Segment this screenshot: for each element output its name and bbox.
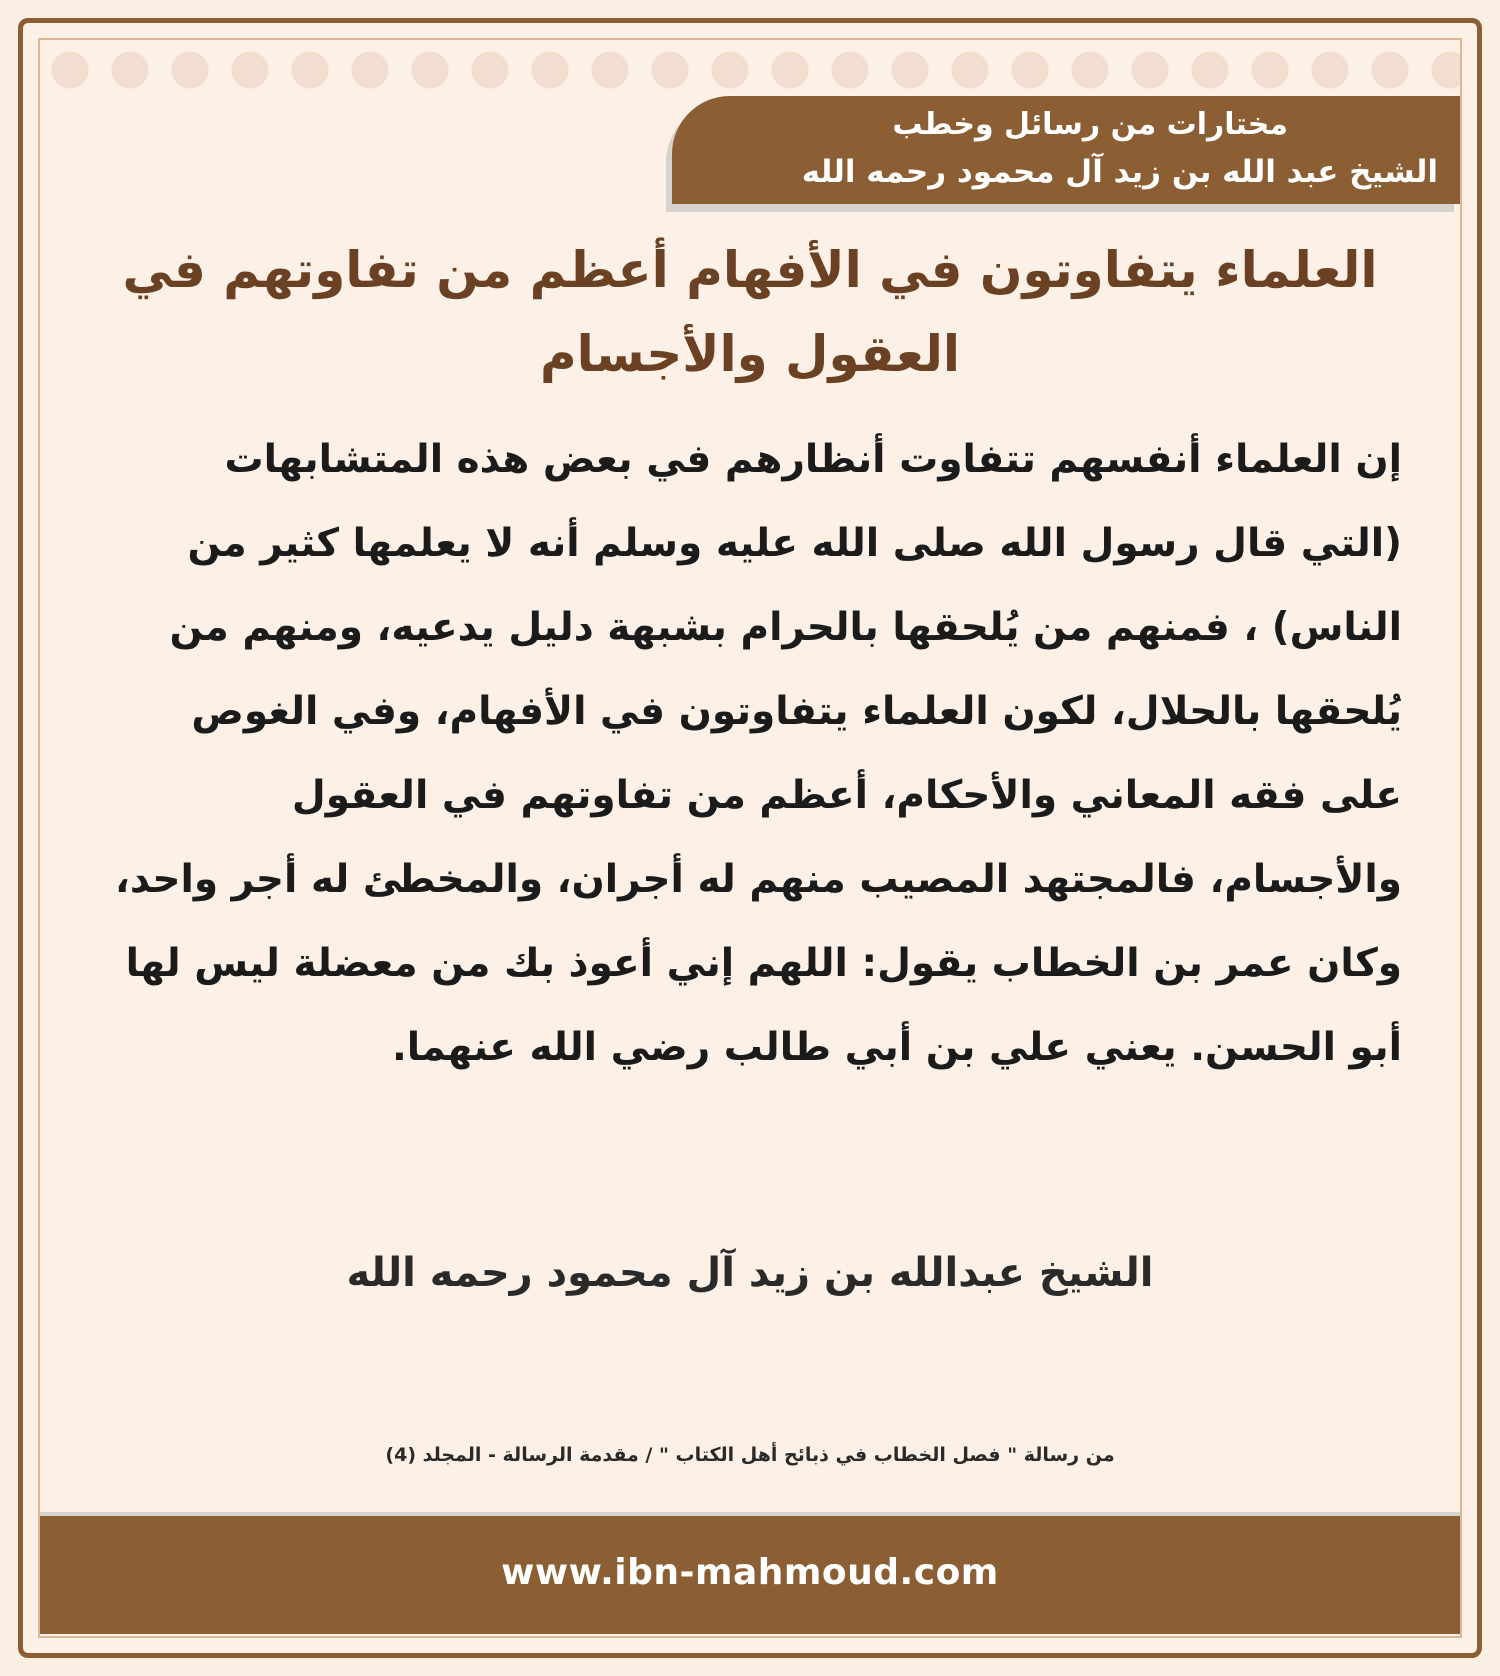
website-link[interactable]: www.ibn-mahmoud.com	[501, 1552, 999, 1593]
header-author: الشيخ عبد الله بن زيد آل محمود رحمه الله	[801, 154, 1438, 190]
decorative-pattern	[40, 40, 1460, 100]
header-banner	[672, 96, 1460, 204]
header-series-title: مختارات من رسائل وخطب	[892, 107, 1288, 142]
page-title: العلماء يتفاوتون في الأفهام أعظم من تفاوتهم في العقول والأجسام	[122, 241, 1378, 383]
author-signature: الشيخ عبدالله بن زيد آل محمود رحمه الله	[346, 1250, 1154, 1296]
footer-banner	[40, 1512, 1460, 1634]
source-citation: من رسالة " فصل الخطاب في ذبائح أهل الكتاب " / مقدمة الرسالة - المجلد (4)	[385, 1444, 1115, 1466]
body-paragraph: إن العلماء أنفسهم تتفاوت أنظارهم في بعض هذه المتشابهات (التي قال رسول الله صلى الله عليه وسلم أنه لا يعلمها كثير من الناس) ، فمنهم من يُلحقها بالحرام بشبهة دليل يدعيه، ومنهم من يُلحقها بالحلال، لكون العلماء يتفاوتون في الأفهام، وفي الغوص على فقه المعاني والأحكام، أعظم من تفاوتهم في العقول والأجسام، فالمجتهد المصيب منهم له أجران، والمخطئ له أجر واحد، وكان عمر بن الخطاب يقول: اللهم إني أعوذ بك من معضلة ليس لها أبو الحسن. يعني علي بن أبي طالب رضي الله عنهما.	[115, 437, 1402, 1070]
